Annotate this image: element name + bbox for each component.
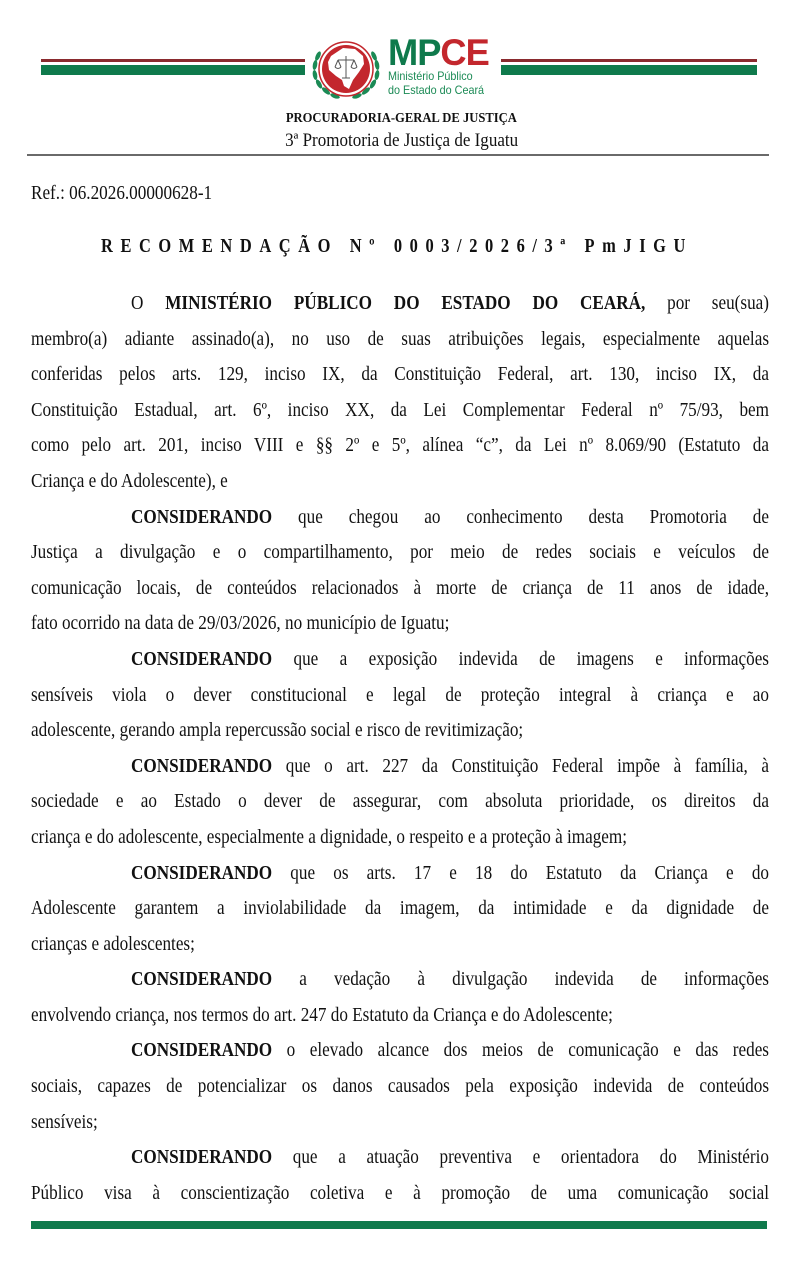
paragraph-line-text [31,820,627,856]
paragraph-line [31,1140,769,1176]
office-name-text: 3ª Promotoria de Justiça de Iguatu [284,131,518,151]
line-text: que os arts. 17 e 18 do Estatuto da Criança e do [272,862,769,884]
bold-keyword: CONSIDERANDO [131,755,273,777]
paragraph-line-text [31,464,228,500]
document-reference: Ref.: 06.2026.00000628-1 [31,183,213,204]
paragraph-line-text [31,1105,98,1141]
paragraph-line [31,535,769,571]
paragraph [31,856,769,963]
line-text: sensíveis; [31,1111,98,1133]
line-text: Criança e do Adolescente), e [31,470,228,492]
paragraph [31,962,769,1033]
paragraph-line-text [131,1140,769,1176]
paragraph-line-text [31,784,769,820]
paragraph-line-text [31,322,769,358]
line-text: como pelo art. 201, inciso VIII e §§ 2º e 5º, alínea “c”, da Lei nº 8.069/90 (Estatuto da [31,435,769,457]
paragraph [31,749,769,856]
header-rule-red-right [501,59,757,62]
paragraph [31,642,769,749]
line-text: crianças e adolescentes; [31,933,195,955]
bold-keyword: CONSIDERANDO [131,862,273,884]
line-text: criança e do adolescente, especialmente a dignidade, o respeito e a proteção à imagem; [31,826,628,848]
document-title [101,235,693,259]
organization-name [0,111,803,127]
paragraph-line [31,891,769,927]
paragraph-line-text [131,500,769,536]
line-text: que o art. 227 da Constituição Federal impõe à família, à [272,755,769,777]
line-text: sensíveis viola o dever constitucional e legal de proteção integral à criança e ao [31,684,769,706]
paragraph-line [31,1176,769,1212]
paragraph-line-text [31,713,523,749]
paragraph-line [31,713,769,749]
paragraph-line-text [31,1069,769,1105]
paragraph [31,500,769,642]
paragraph-line [31,393,769,429]
paragraph-line-text [131,962,769,998]
line-text: sociedade e ao Estado o dever de assegurar, com absoluta prioridade, os direitos da [31,791,769,813]
paragraph-line [31,1069,769,1105]
bold-keyword: CONSIDERANDO [131,648,273,670]
paragraph-line [31,998,769,1034]
logo-subtitle-line1: Ministério Público [388,69,473,83]
line-text: adolescente, gerando ampla repercussão social e risco de revitimização; [31,720,524,742]
line-text: o elevado alcance dos meios de comunicação e das redes [272,1040,769,1062]
header-divider [27,154,769,156]
line-text: que a exposição indevida de imagens e informações [272,648,769,670]
paragraph [31,1140,769,1211]
paragraph-line [31,571,769,607]
paragraph-line-text [31,998,613,1034]
paragraph-line-text [31,891,769,927]
paragraph-line-text [31,535,769,571]
paragraph-line [31,464,769,500]
mpce-logo-wordmark [388,32,500,97]
paragraph-line-text [31,571,769,607]
line-text: Adolescente garantem a inviolabilidade da imagem, da intimidade e da dignidade de [31,898,769,920]
paragraph-line-text [31,927,195,963]
logo-subtitle-line2: do Estado do Ceará [388,83,485,97]
bold-keyword: MINISTÉRIO PÚBLICO DO ESTADO DO CEARÁ, [165,293,646,314]
paragraph-line-text [31,393,769,429]
paragraph-line-text [31,1176,769,1212]
logo-acronym [388,32,498,73]
paragraph-line [31,428,769,464]
header-rule-red-left [41,59,305,62]
paragraph-line-text [131,749,769,785]
paragraph-line-text [31,428,769,464]
line-text: Constituição Estadual, art. 6º, inciso XX, da Lei Complementar Federal nº 75/93, bem [31,399,769,421]
line-text: conferidas pelos arts. 129, inciso IX, da Constituição Federal, art. 130, inciso IX, da [31,364,769,386]
header-rule-green-left [41,65,305,75]
paragraph-line [31,1105,769,1141]
paragraph-line-text [31,606,449,642]
paragraph-line [31,642,769,678]
bold-keyword: CONSIDERANDO [131,506,273,528]
paragraph-line [31,500,769,536]
line-text: fato ocorrido na data de 29/03/2026, no município de Iguatu; [31,613,450,635]
line-prefix: O [131,293,166,314]
paragraph-line-text [31,678,769,714]
line-text: que a atuação preventiva e orientadora do Ministério [272,1147,769,1169]
document-title-text: RECOMENDAÇÃO Nº 0003/2026/3ª PmJIGU [101,236,693,257]
line-text: comunicação locais, de conteúdos relacionados à morte de criança de 11 anos de idade, [31,577,769,599]
paragraph-line-text [131,286,769,322]
footer-rule-green [31,1221,767,1229]
paragraph-line [31,357,769,393]
bold-keyword: CONSIDERANDO [131,1147,273,1169]
line-text: membro(a) adiante assinado(a), no uso de suas atribuições legais, especialmente aquelas [31,328,769,350]
bold-keyword: CONSIDERANDO [131,1040,273,1062]
line-text: por seu(sua) [645,293,769,314]
logo-acronym-ce: CE [440,32,489,73]
paragraph-line-text [131,856,769,892]
paragraph [31,1033,769,1140]
organization-name-text: PROCURADORIA-GERAL DE JUSTIÇA [285,111,518,126]
paragraph-line [31,820,769,856]
paragraph-line [31,749,769,785]
paragraph-line [31,678,769,714]
line-text: sociais, capazes de potencializar os danos causados pela exposição indevida de conteúdos [31,1076,769,1098]
paragraph-line [31,927,769,963]
paragraph-line [31,322,769,358]
logo-acronym-mp: MP [388,32,441,73]
line-text: Justiça a divulgação e o compartilhamento, por meio de redes sociais e veículos de [31,542,769,564]
paragraph-line [31,962,769,998]
line-text: Público visa à conscientização coletiva e à promoção de uma comunicação social [31,1182,769,1204]
line-text: que chegou ao conhecimento desta Promotoria de [272,506,769,528]
mpce-emblem-icon [309,34,383,104]
line-text: envolvendo criança, nos termos do art. 247 do Estatuto da Criança e do Adolescente; [31,1004,613,1026]
office-name [0,130,803,152]
paragraph [31,286,769,500]
paragraph-line [31,286,769,322]
header-rule-green-right [501,65,757,75]
bold-keyword: CONSIDERANDO [131,969,273,991]
paragraph-line-text [131,1033,769,1069]
paragraph-line [31,856,769,892]
paragraph-line [31,1033,769,1069]
document-body [31,286,769,1211]
paragraph-line-text [131,642,769,678]
line-text: a vedação à divulgação indevida de informações [272,969,769,991]
paragraph-line [31,606,769,642]
paragraph-line [31,784,769,820]
paragraph-line-text [31,357,769,393]
